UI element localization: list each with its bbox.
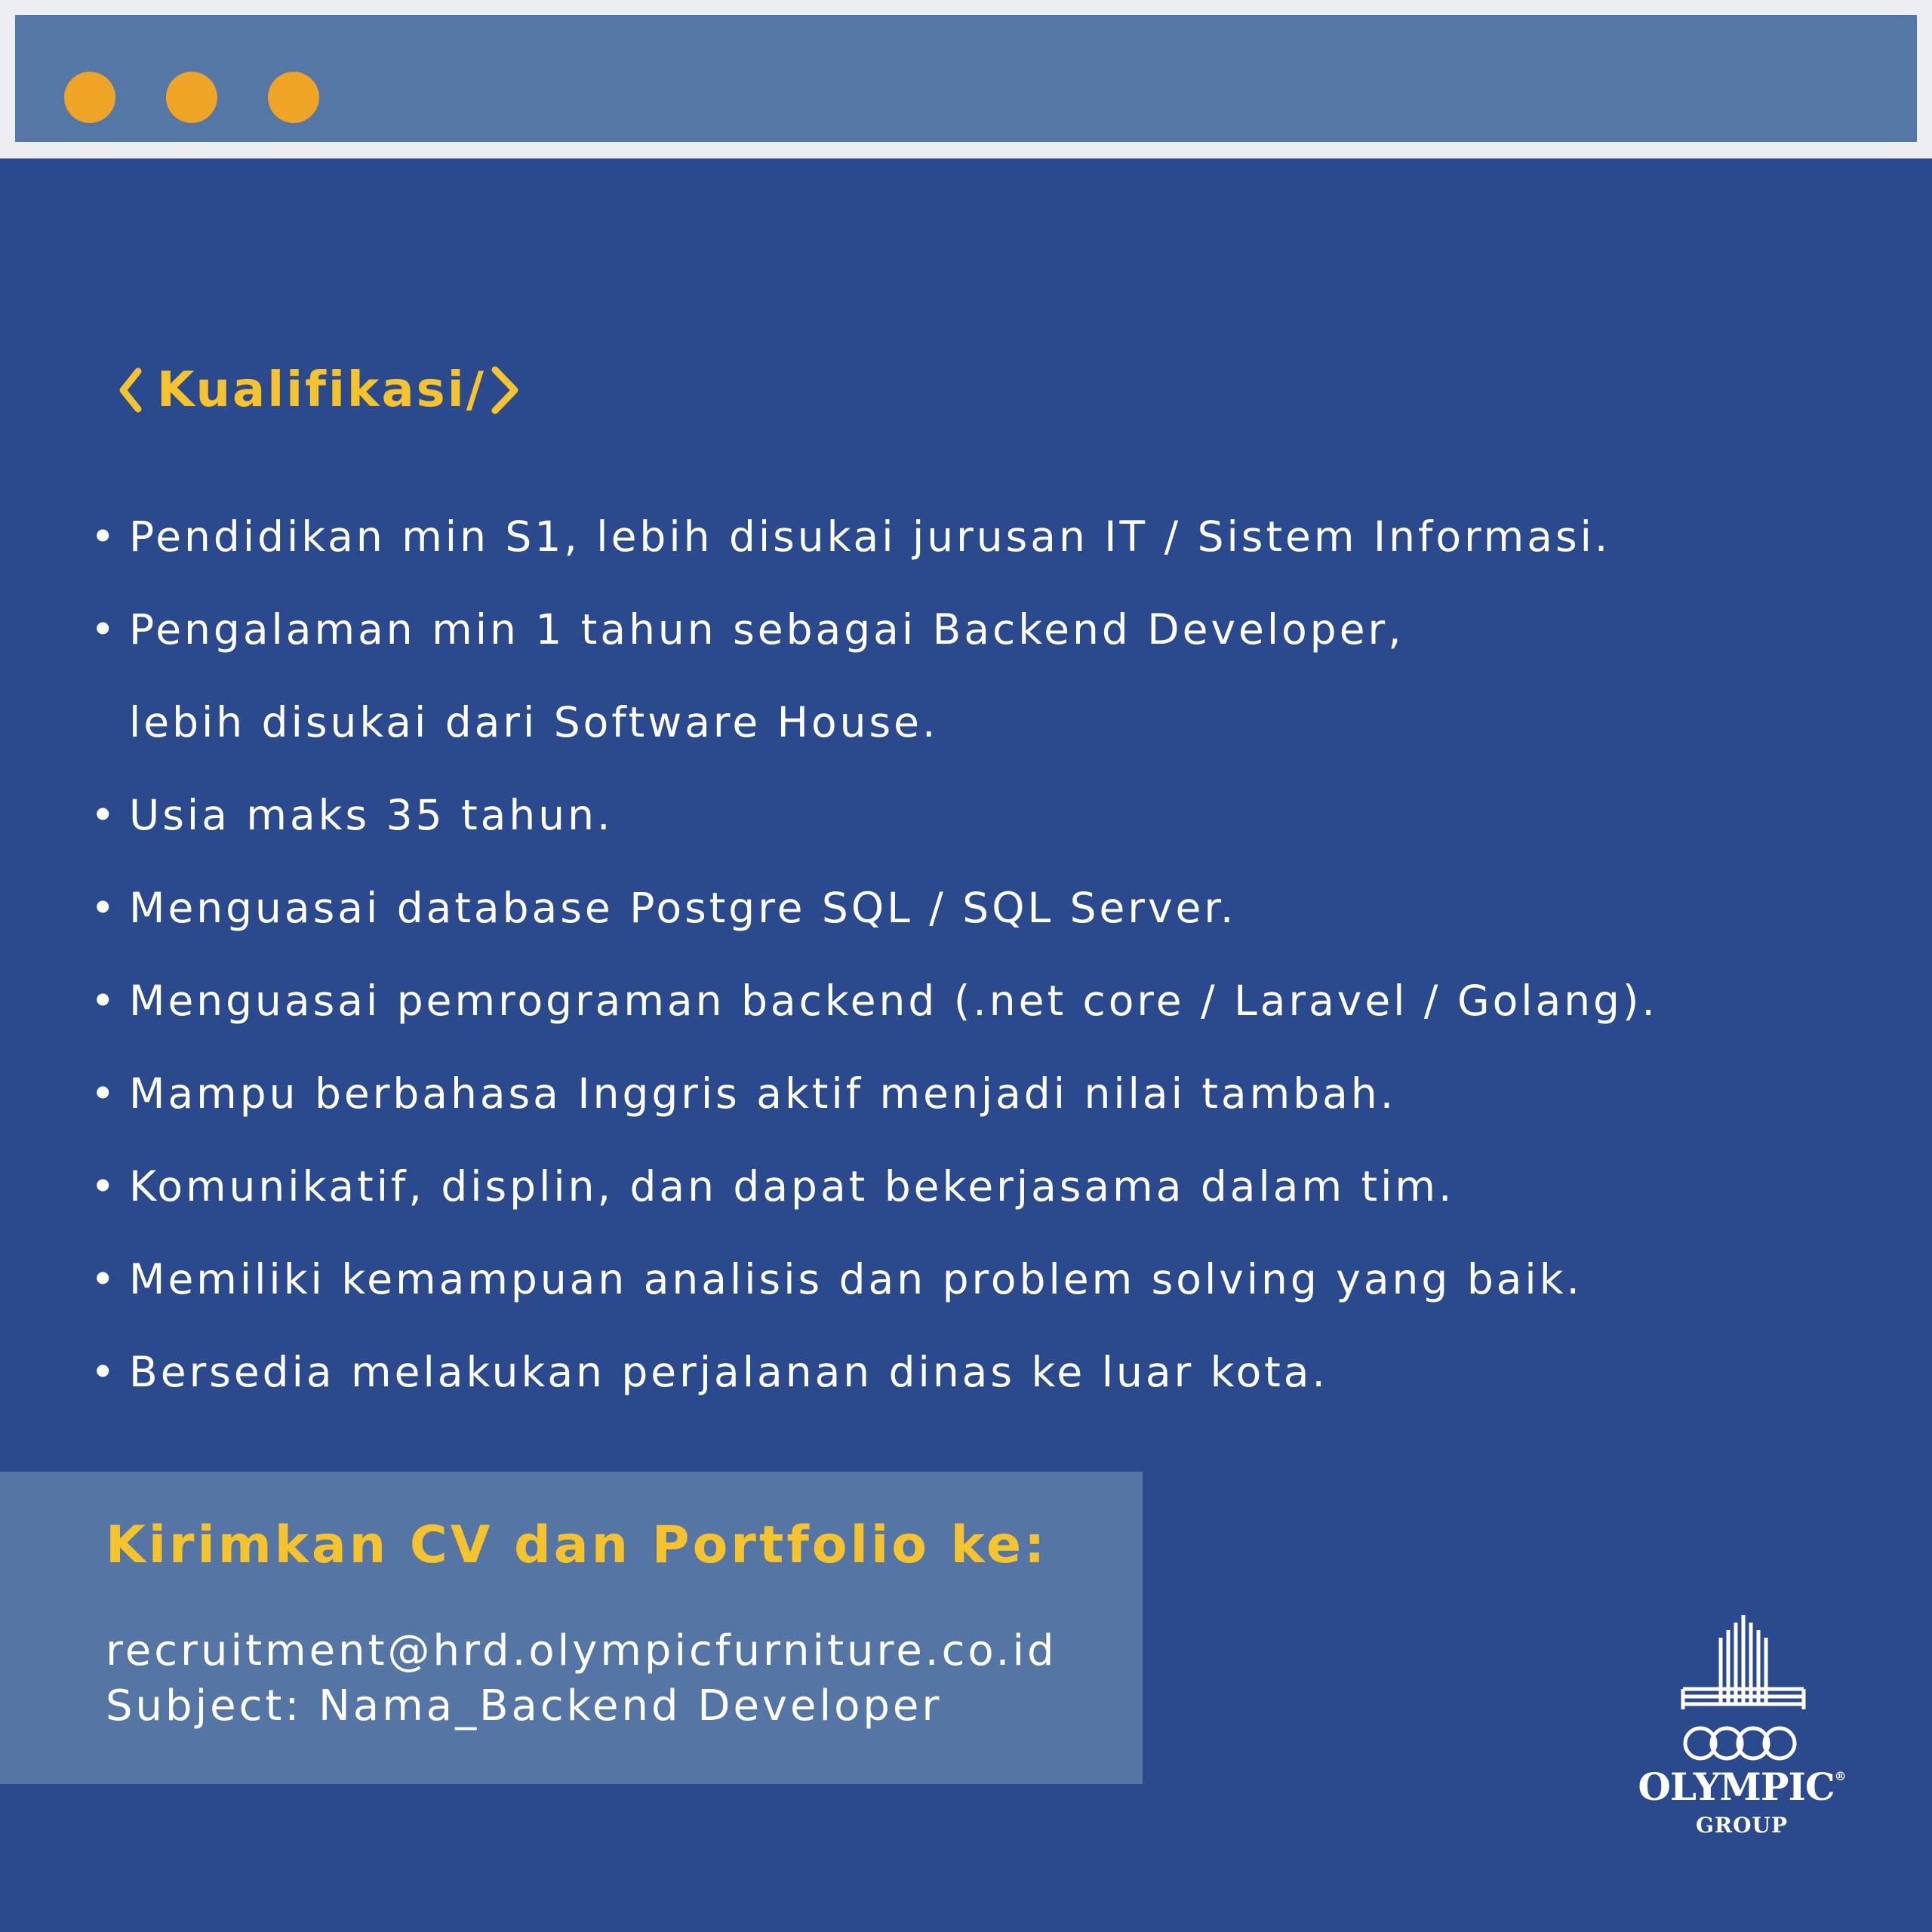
chevron-left-icon: [119, 368, 142, 413]
maximize-dot-icon: [268, 72, 319, 123]
list-item-text: Mampu berbahasa Inggris aktif menjadi nilai tambah.: [129, 1069, 1397, 1118]
contact-title: Kirimkan CV dan Portfolio ke:: [106, 1515, 1048, 1575]
list-item: [91, 955, 1826, 1048]
list-item: [91, 1233, 1826, 1326]
bullet-icon: •: [91, 977, 118, 1025]
close-dot-icon: [64, 72, 115, 123]
bullet-icon: •: [91, 512, 118, 561]
list-item-text: Usia maks 35 tahun.: [129, 791, 614, 839]
bullet-icon: •: [91, 1348, 118, 1396]
list-item: [91, 862, 1826, 955]
qualification-list: [91, 491, 1826, 1419]
list-item: [91, 1140, 1826, 1233]
bullet-icon: •: [91, 884, 118, 932]
list-item-text: Menguasai pemrograman backend (.net core / Laravel / Golang).: [129, 977, 1658, 1025]
list-item: [91, 491, 1826, 583]
list-item-text: Komunikatif, displin, dan dapat bekerjasama dalam tim.: [129, 1162, 1455, 1211]
list-item: [91, 583, 1826, 769]
olympic-building-icon: [1636, 1615, 1847, 1766]
list-item-text: Bersedia melakukan perjalanan dinas ke luar kota.: [129, 1348, 1328, 1396]
section-heading: [119, 362, 521, 418]
contact-subject: Subject: Nama_Backend Developer: [106, 1681, 943, 1730]
bullet-icon: •: [91, 605, 118, 654]
bullet-icon: •: [91, 1255, 118, 1303]
chevron-right-icon: [491, 365, 521, 415]
contact-email: recruitment@hrd.olympicfurniture.co.id: [106, 1626, 1057, 1675]
logo-name: OLYMPIC®: [1638, 1764, 1846, 1809]
minimize-dot-icon: [166, 72, 217, 123]
list-item-text: Menguasai database Postgre SQL / SQL Server.: [129, 884, 1237, 932]
window-titlebar: [15, 15, 1917, 142]
list-item-text: lebih disukai dari Software House.: [129, 698, 939, 746]
logo-group: GROUP: [1695, 1813, 1789, 1838]
list-item: [91, 1048, 1826, 1140]
bullet-icon: •: [91, 1069, 118, 1118]
list-item-text: Memiliki kemampuan analisis dan problem solving yang baik.: [129, 1255, 1583, 1303]
list-item-text: Pendidikan min S1, lebih disukai jurusan IT / Sistem Informasi.: [129, 512, 1611, 561]
section-heading-text: Kualifikasi/: [157, 362, 487, 418]
list-item: [91, 1326, 1826, 1419]
bullet-icon: •: [91, 1162, 118, 1211]
list-item-text: Pengalaman min 1 tahun sebagai Backend Developer,: [129, 605, 1404, 654]
bullet-icon: •: [91, 791, 118, 839]
olympic-group-logo: [1636, 1615, 1847, 1841]
list-item: [91, 769, 1826, 862]
